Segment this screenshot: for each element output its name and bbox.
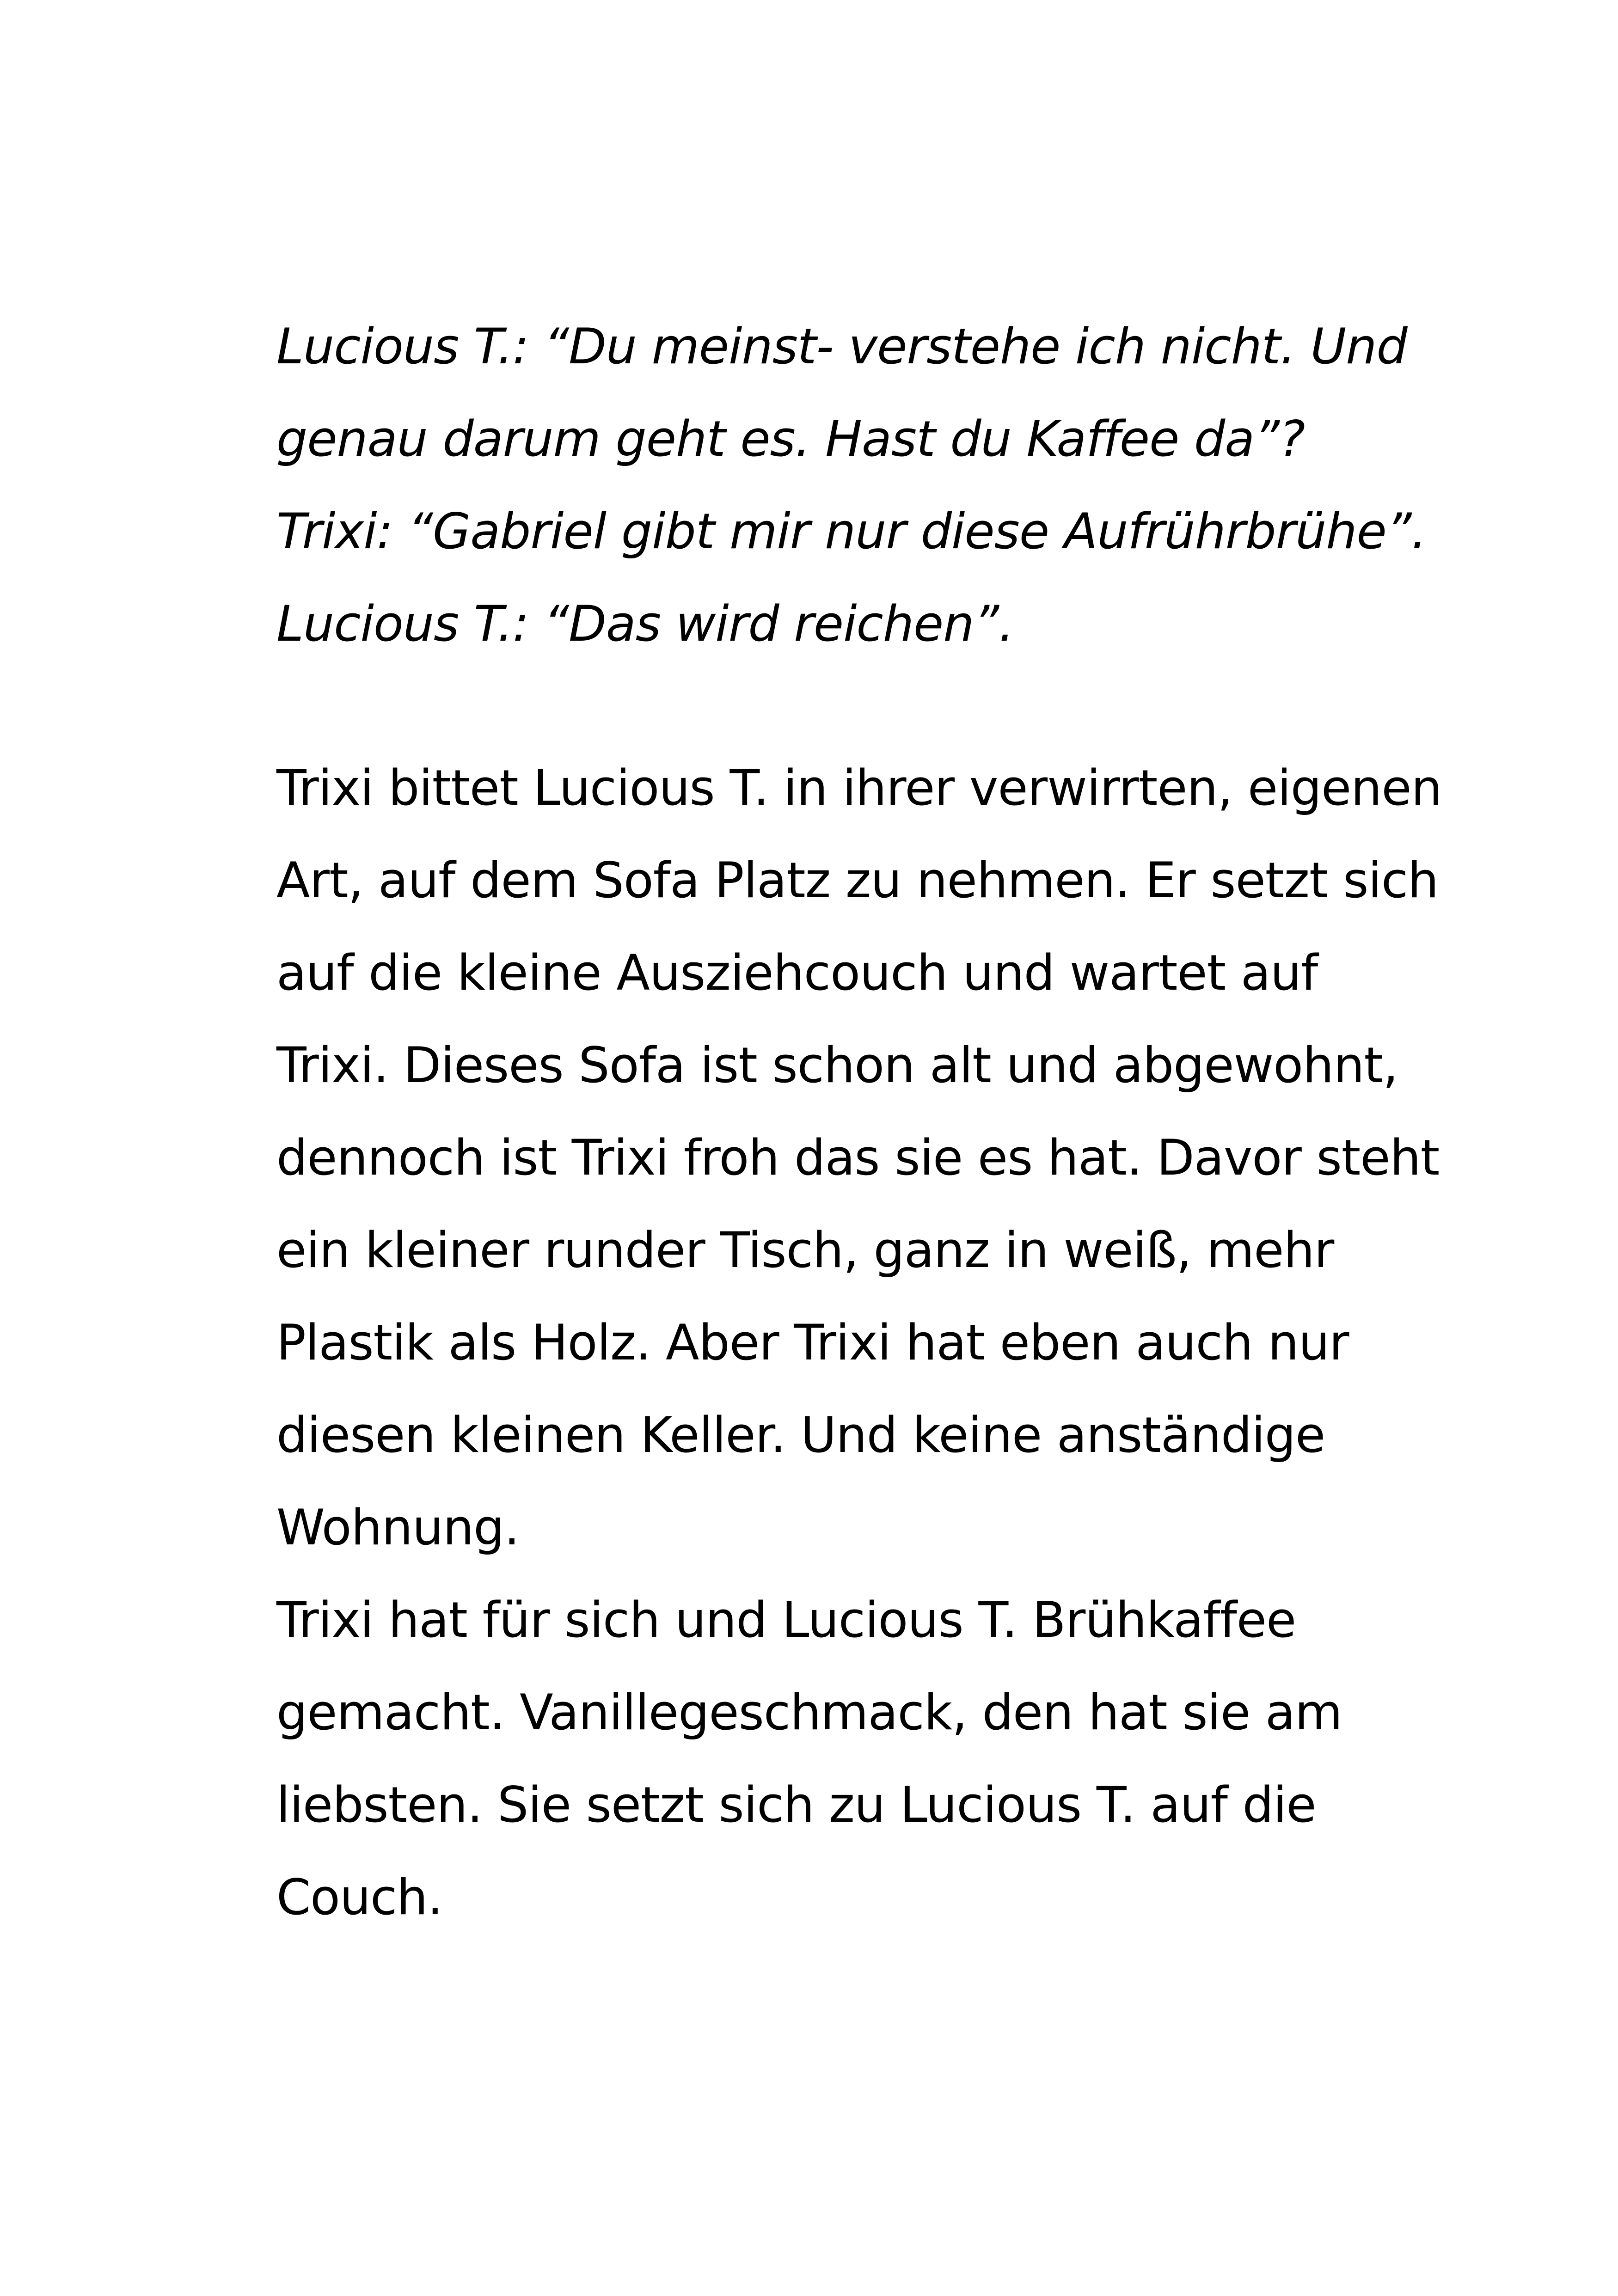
narrative-line: liebsten. Sie setzt sich zu Lucious T. auf die	[276, 1776, 1316, 1833]
narrative-line: gemacht. Vanillegeschmack, den hat sie am	[276, 1684, 1342, 1741]
dialogue-line: Trixi: “Gabriel gibt mir nur diese Aufrührbrühe”.	[276, 503, 1427, 560]
narrative-line: Trixi. Dieses Sofa ist schon alt und abgewohnt,	[276, 1037, 1398, 1094]
dialogue-section	[276, 300, 1427, 670]
narrative-line: Trixi hat für sich und Lucious T. Brühkaffee	[276, 1592, 1296, 1648]
narrative-line: Trixi bittet Lucious T. in ihrer verwirrten, eigenen	[276, 759, 1442, 816]
narrative-section	[276, 742, 1442, 1944]
narrative-line: dennoch ist Trixi froh das sie es hat. Davor steht	[276, 1129, 1440, 1186]
narrative-line: auf die kleine Ausziehcouch und wartet auf	[276, 944, 1318, 1001]
dialogue-line: genau darum geht es. Hast du Kaffee da”?	[276, 410, 1305, 467]
narrative-line: Art, auf dem Sofa Platz zu nehmen. Er setzt sich	[276, 852, 1439, 909]
narrative-line: Couch.	[276, 1869, 443, 1926]
narrative-line: Wohnung.	[276, 1499, 520, 1556]
narrative-line: diesen kleinen Keller. Und keine anständige	[276, 1407, 1325, 1463]
dialogue-line: Lucious T.: “Das wird reichen”.	[276, 595, 1014, 652]
narrative-line: Plastik als Holz. Aber Trixi hat eben auch nur	[276, 1314, 1349, 1371]
dialogue-line: Lucious T.: “Du meinst- verstehe ich nicht. Und	[276, 318, 1407, 375]
narrative-line: ein kleiner runder Tisch, ganz in weiß, mehr	[276, 1222, 1334, 1279]
